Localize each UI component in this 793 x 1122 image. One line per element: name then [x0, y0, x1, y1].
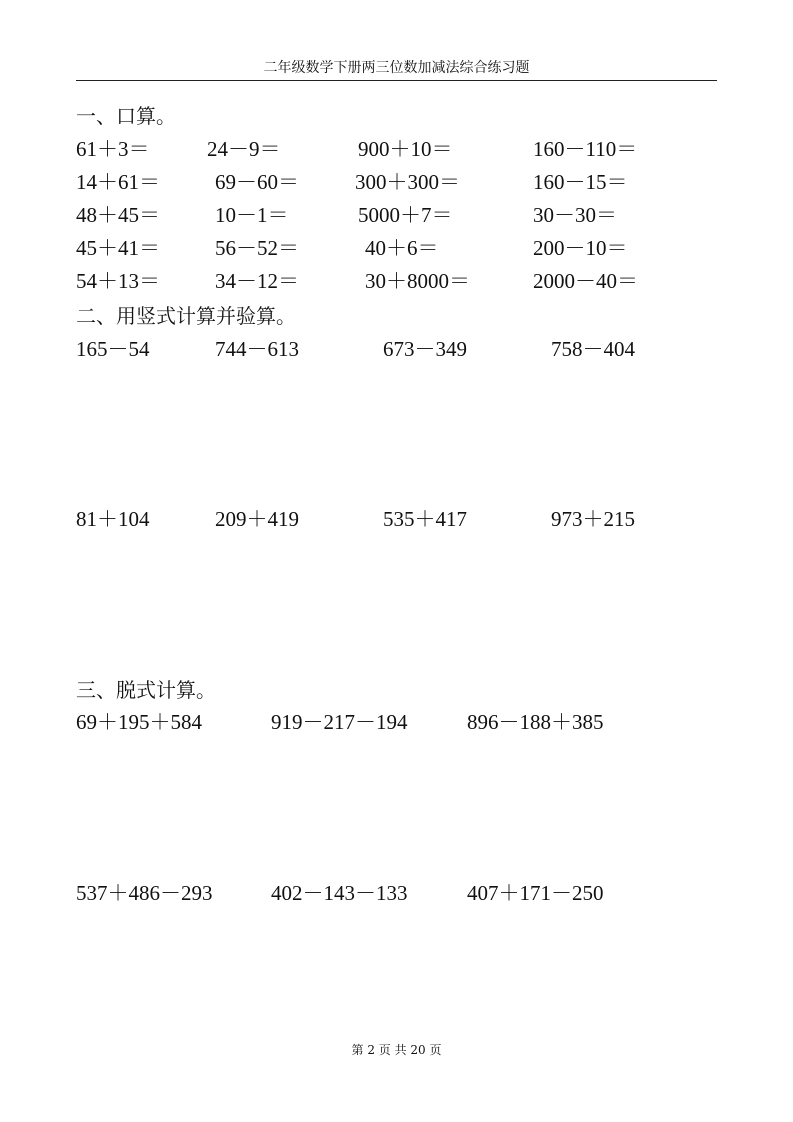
vertical-problem: 165－54 — [76, 337, 150, 361]
page-number: 第 2 页 共 20 页 — [351, 1043, 442, 1057]
oral-problem: 45＋41＝ — [76, 236, 160, 260]
oral-problem: 34－12＝ — [215, 269, 299, 293]
section-vertical-heading: 二、用竖式计算并验算。 — [76, 304, 296, 328]
oral-problem: 160－15＝ — [533, 170, 628, 194]
oral-problem: 54＋13＝ — [76, 269, 160, 293]
oral-problem: 200－10＝ — [533, 236, 628, 260]
vertical-problem: 535＋417 — [383, 507, 467, 531]
stepwise-problem: 69＋195＋584 — [76, 710, 202, 734]
vertical-problem: 973＋215 — [551, 507, 635, 531]
oral-problem: 14＋61＝ — [76, 170, 160, 194]
stepwise-problem: 407＋171－250 — [467, 881, 604, 905]
vertical-problem: 81＋104 — [76, 507, 150, 531]
section-oral-heading: 一、口算。 — [76, 104, 176, 128]
oral-problem: 61＋3＝ — [76, 137, 150, 161]
vertical-problem: 758－404 — [551, 337, 635, 361]
stepwise-problem: 896－188＋385 — [467, 710, 604, 734]
oral-problem: 30－30＝ — [533, 203, 617, 227]
vertical-problem: 209＋419 — [215, 507, 299, 531]
document-title: 二年级数学下册两三位数加减法综合练习题 — [263, 60, 530, 76]
stepwise-problem: 919－217－194 — [271, 710, 408, 734]
oral-problem: 30＋8000＝ — [365, 269, 470, 293]
stepwise-problem: 402－143－133 — [271, 881, 408, 905]
oral-problem: 56－52＝ — [215, 236, 299, 260]
oral-problem: 40＋6＝ — [365, 236, 439, 260]
oral-problem: 900＋10＝ — [358, 137, 453, 161]
oral-problem: 2000－40＝ — [533, 269, 638, 293]
vertical-problem: 673－349 — [383, 337, 467, 361]
oral-problem: 5000＋7＝ — [358, 203, 453, 227]
header-divider — [76, 80, 717, 81]
oral-problem: 160－110＝ — [533, 137, 638, 161]
oral-problem: 24－9＝ — [207, 137, 281, 161]
vertical-problem: 744－613 — [215, 337, 299, 361]
oral-problem: 10－1＝ — [215, 203, 289, 227]
oral-problem: 300＋300＝ — [355, 170, 460, 194]
stepwise-problem: 537＋486－293 — [76, 881, 213, 905]
oral-problem: 48＋45＝ — [76, 203, 160, 227]
oral-problem: 69－60＝ — [215, 170, 299, 194]
section-stepwise-heading: 三、脱式计算。 — [76, 678, 216, 702]
